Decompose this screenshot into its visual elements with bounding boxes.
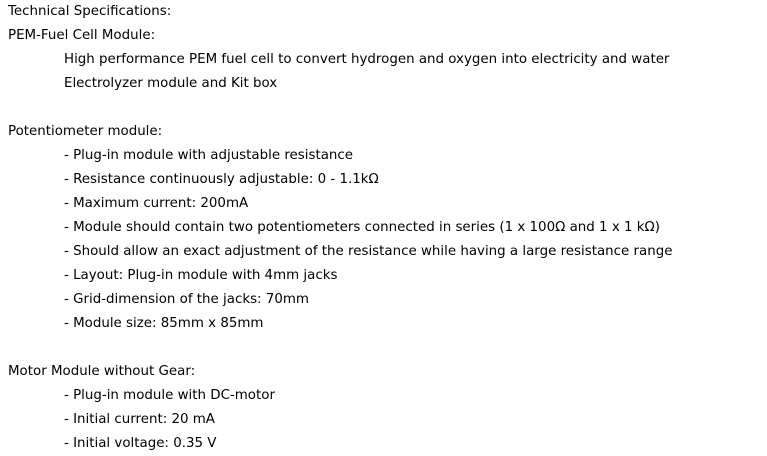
list-item: - Should allow an exact adjustment of the resistance while having a large resistance range [64, 244, 673, 259]
section-title-fuel-cell: PEM-Fuel Cell Module: [8, 28, 156, 43]
list-item: - Grid-dimension of the jacks: 70mm [64, 292, 309, 307]
document-heading: Technical Specifications: [8, 4, 172, 19]
list-item: - Plug-in module with adjustable resistance [64, 148, 353, 163]
list-item: - Module size: 85mm x 85mm [64, 316, 264, 331]
list-item: Electrolyzer module and Kit box [64, 76, 278, 91]
section-title-motor: Motor Module without Gear: [8, 364, 196, 379]
list-item: - Layout: Plug-in module with 4mm jacks [64, 268, 338, 283]
list-item: - Resistance continuously adjustable: 0 - 1.1kΩ [64, 172, 379, 187]
list-item: - Module should contain two potentiometers connected in series (1 x 100Ω and 1 x 1 kΩ) [64, 220, 660, 235]
list-item: - Initial current: 20 mA [64, 412, 215, 427]
list-item: - Initial voltage: 0.35 V [64, 436, 217, 451]
list-item: - Plug-in module with DC-motor [64, 388, 275, 403]
list-item: - Maximum current: 200mA [64, 196, 249, 211]
list-item: High performance PEM fuel cell to convert hydrogen and oxygen into electricity and water [64, 52, 670, 67]
section-title-potentiometer: Potentiometer module: [8, 124, 163, 139]
